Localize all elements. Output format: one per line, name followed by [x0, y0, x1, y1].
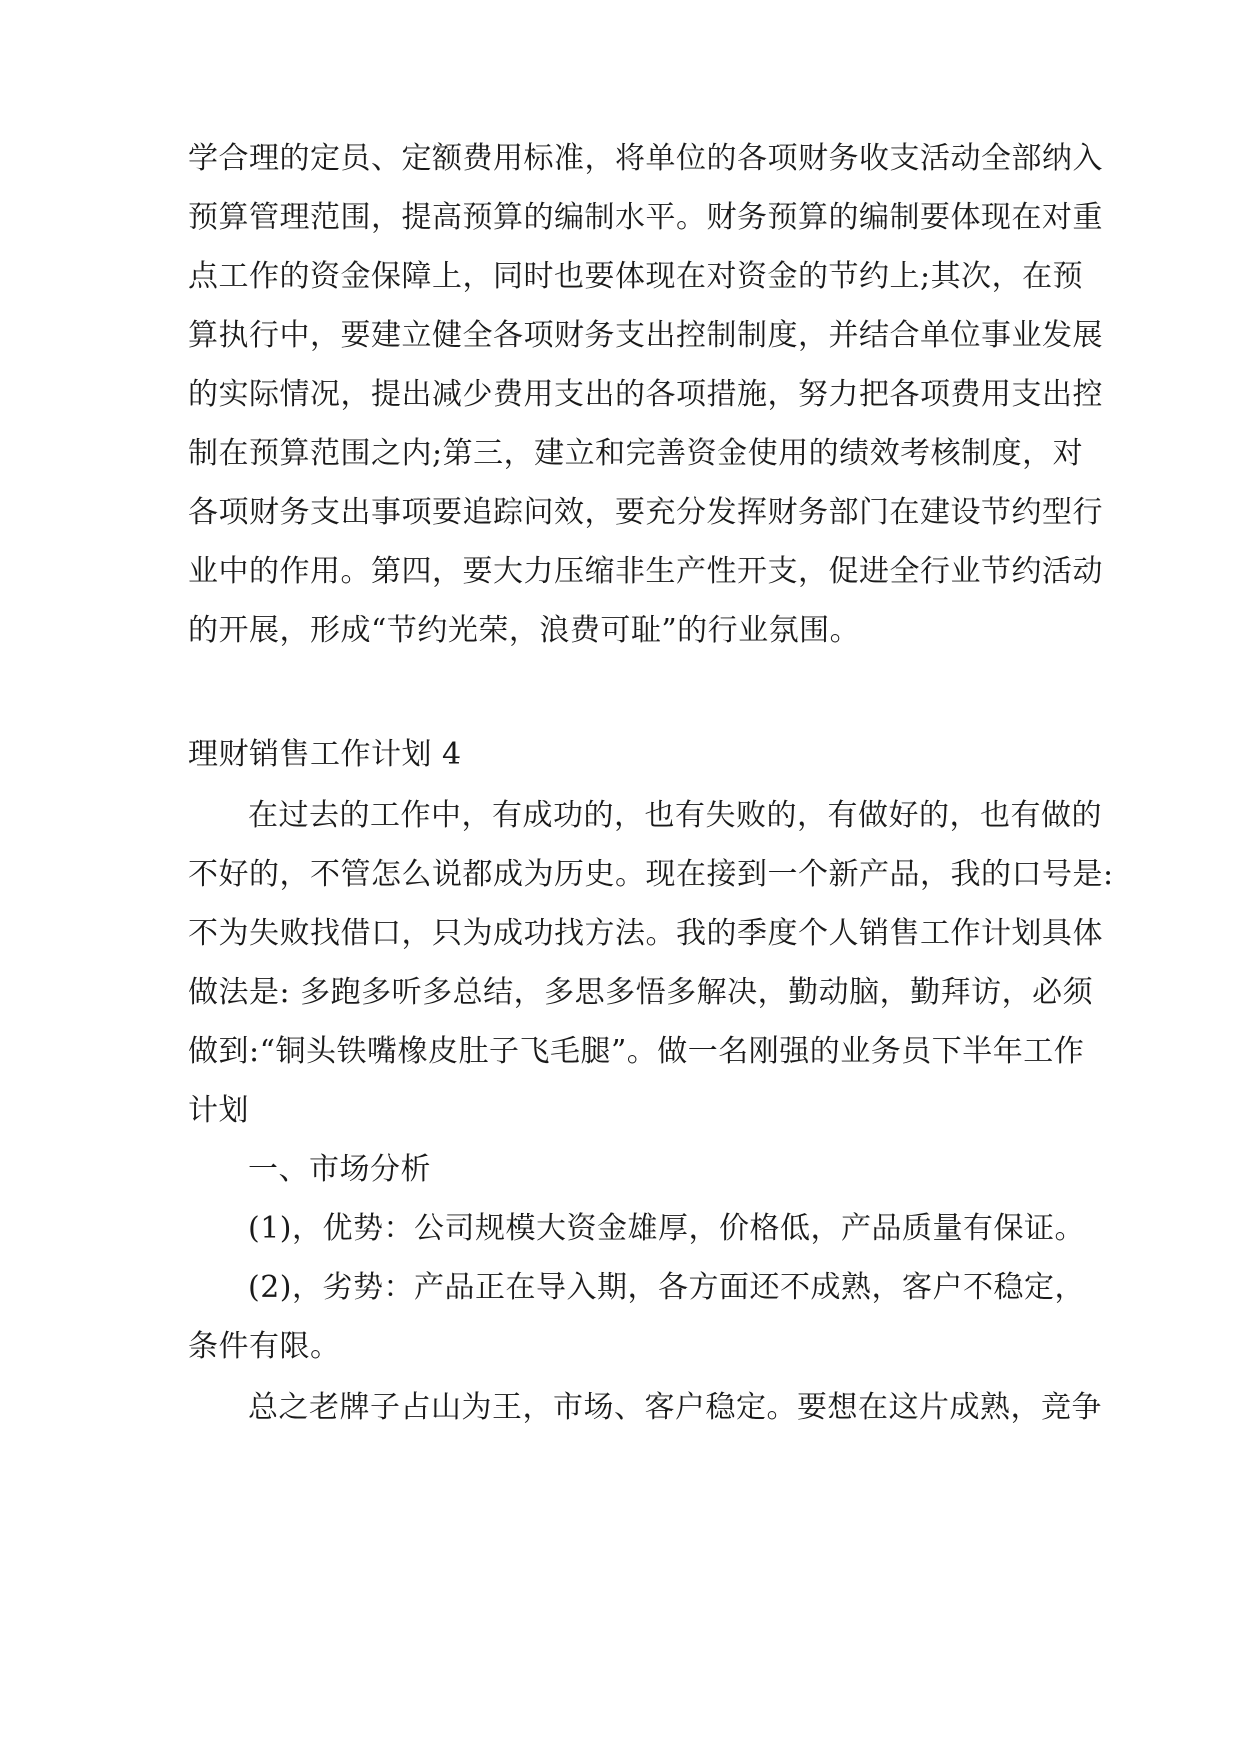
paragraph-line: 不为失败找借口，只为成功找方法。我的季度个人销售工作计划具体 [188, 916, 1103, 951]
paragraph-line: 点工作的资金保障上，同时也要体现在对资金的节约上;其次，在预 [188, 259, 1084, 294]
list-item-continuation: 条件有限。 [188, 1329, 341, 1364]
paragraph-line: 业中的作用。第四，要大力压缩非生产性开支，促进全行业节约活动 [188, 554, 1103, 589]
paragraph-line: 算执行中，要建立健全各项财务支出控制制度，并结合单位事业发展 [188, 318, 1103, 353]
paragraph-line: 做法是: 多跑多听多总结，多思多悟多解决，勤动脑，勤拜访，必须 [188, 975, 1094, 1010]
paragraph-line: 在过去的工作中，有成功的，也有失败的，有做好的，也有做的 [248, 798, 1102, 833]
section-heading: 理财销售工作计划 4 [188, 737, 462, 772]
list-item: (1)，优势：公司规模大资金雄厚，价格低，产品质量有保证。 [248, 1211, 1085, 1246]
paragraph-line: 制在预算范围之内;第三，建立和完善资金使用的绩效考核制度，对 [188, 436, 1084, 471]
paragraph-line: 的实际情况，提出减少费用支出的各项措施，努力把各项费用支出控 [188, 377, 1103, 412]
paragraph-line: 各项财务支出事项要追踪问效，要充分发挥财务部门在建设节约型行 [188, 495, 1103, 530]
list-item: (2)，劣势：产品正在导入期，各方面还不成熟，客户不稳定， [248, 1270, 1085, 1305]
subsection-heading: 一、市场分析 [248, 1152, 431, 1187]
paragraph-line: 总之老牌子占山为王，市场、客户稳定。要想在这片成熟，竞争 [248, 1390, 1102, 1425]
paragraph-line: 计划 [188, 1093, 249, 1128]
paragraph-line: 的开展，形成“节约光荣，浪费可耻”的行业氛围。 [188, 613, 861, 648]
paragraph-line: 不好的，不管怎么说都成为历史。现在接到一个新产品，我的口号是: [188, 857, 1114, 892]
paragraph-line: 做到:“铜头铁嘴橡皮肚子飞毛腿”。做一名刚强的业务员下半年工作 [188, 1034, 1085, 1069]
paragraph-line: 预算管理范围，提高预算的编制水平。财务预算的编制要体现在对重 [188, 200, 1103, 235]
paragraph-line: 学合理的定员、定额费用标准，将单位的各项财务收支活动全部纳入 [188, 141, 1103, 176]
